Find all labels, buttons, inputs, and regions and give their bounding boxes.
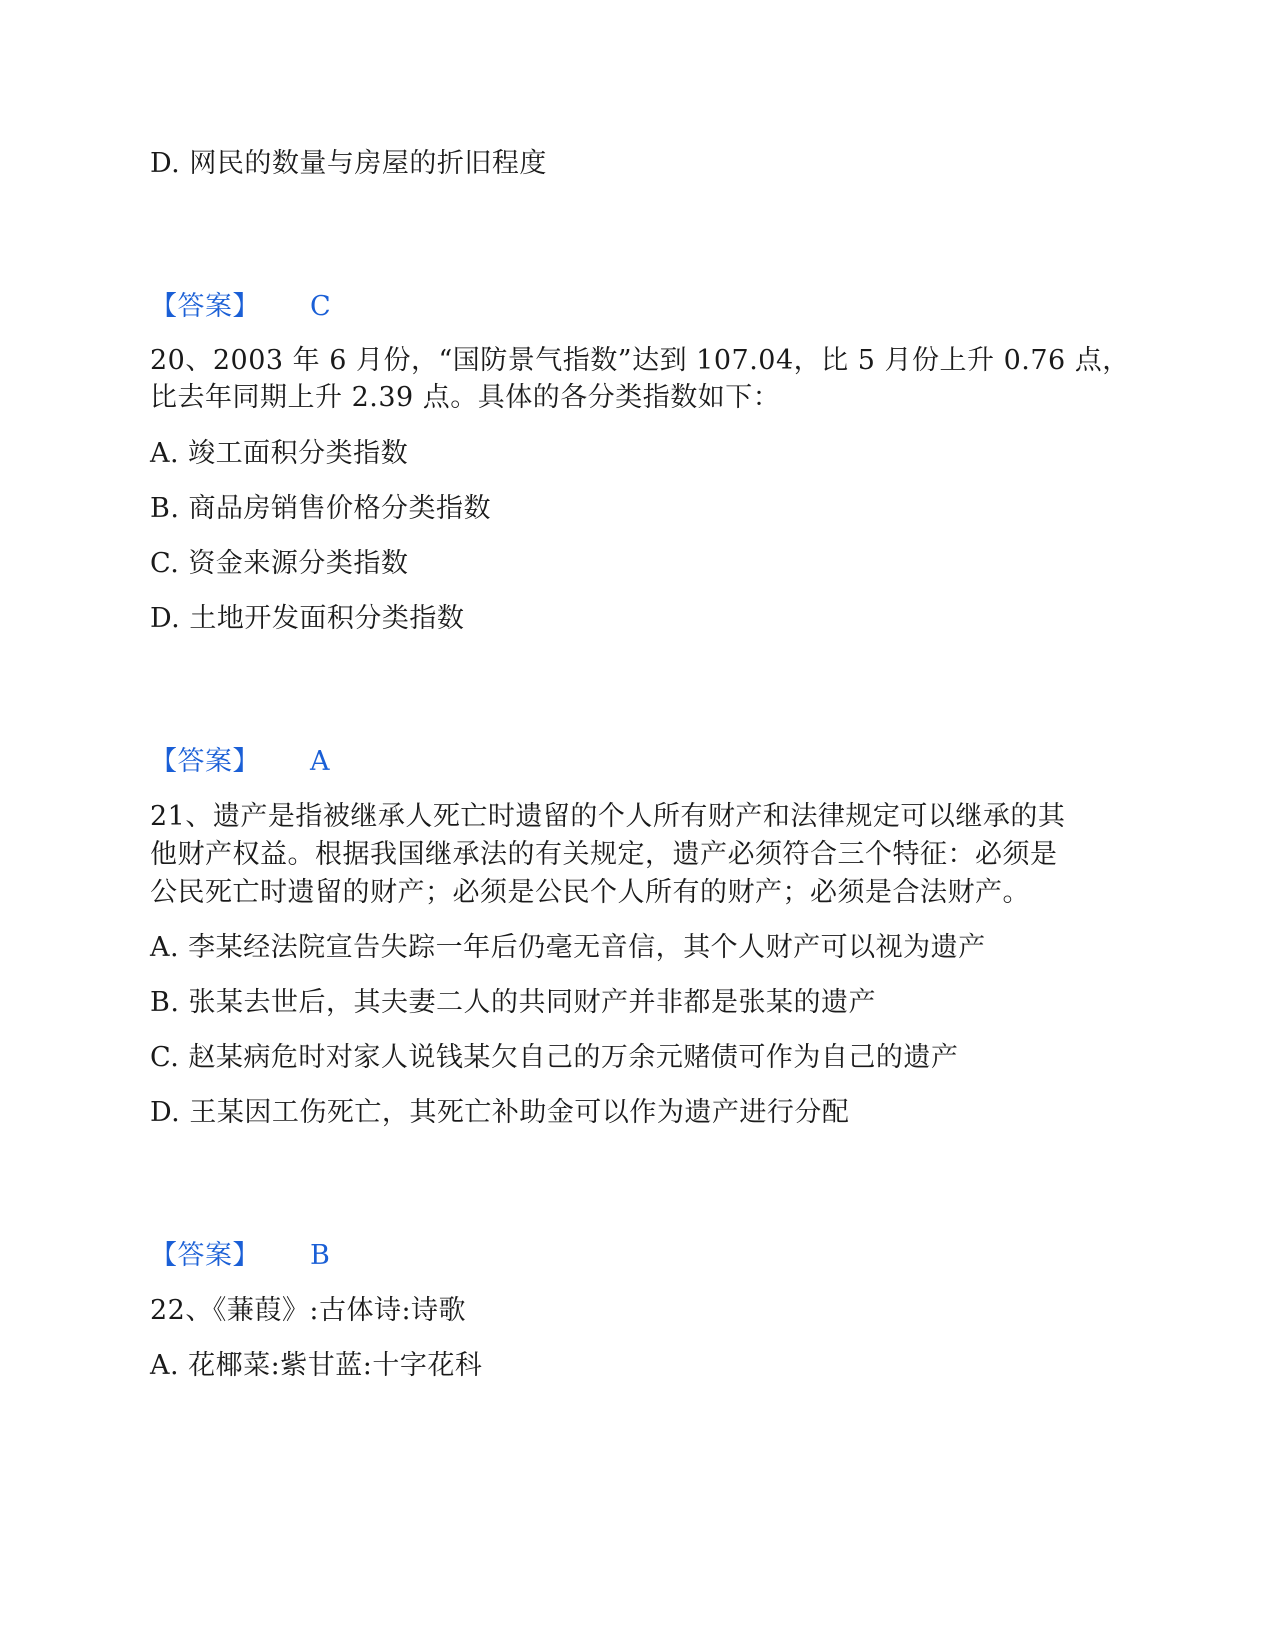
q20-option-a: A. 竣工面积分类指数 xyxy=(150,438,409,469)
answer-value: C xyxy=(310,291,331,322)
answer-label: 【答案】 xyxy=(150,291,260,322)
q20-stem-line2: 比去年同期上升 2.39 点。具体的各分类指数如下： xyxy=(150,382,781,413)
q22-option-a: A. 花椰菜:紫甘蓝:十字花科 xyxy=(150,1350,483,1381)
q20-option-d: D. 土地开发面积分类指数 xyxy=(150,603,465,634)
q21-option-d: D. 王某因工伤死亡，其死亡补助金可以作为遗产进行分配 xyxy=(150,1097,850,1128)
answer-row-3 xyxy=(150,1238,260,1274)
q21-stem-line3: 公民死亡时遗留的财产；必须是公民个人所有的财产；必须是合法财产。 xyxy=(150,877,1030,908)
q21-option-c: C. 赵某病危时对家人说钱某欠自己的万余元赌债可作为自己的遗产 xyxy=(150,1042,959,1073)
q20-option-b: B. 商品房销售价格分类指数 xyxy=(150,493,492,524)
q22-stem: 22、《蒹葭》:古体诗:诗歌 xyxy=(150,1295,467,1326)
q21-stem-line1: 21、遗产是指被继承人死亡时遗留的个人所有财产和法律规定可以继承的其 xyxy=(150,801,1066,832)
q21-option-b: B. 张某去世后，其夫妻二人的共同财产并非都是张某的遗产 xyxy=(150,987,877,1018)
answer-value: A xyxy=(310,746,330,777)
prev-option-d: D. 网民的数量与房屋的折旧程度 xyxy=(150,148,547,179)
answer-label: 【答案】 xyxy=(150,746,260,777)
q21-option-a: A. 李某经法院宣告失踪一年后仍毫无音信，其个人财产可以视为遗产 xyxy=(150,932,986,963)
answer-row-2 xyxy=(150,744,260,780)
answer-label: 【答案】 xyxy=(150,1240,260,1271)
q20-stem-line1: 20、2003 年 6 月份，“国防景气指数”达到 107.04，比 5 月份上升 0.76 点， xyxy=(150,345,1130,376)
q20-option-c: C. 资金来源分类指数 xyxy=(150,548,409,579)
q21-stem-line2: 他财产权益。根据我国继承法的有关规定，遗产必须符合三个特征：必须是 xyxy=(150,839,1058,870)
answer-row-1 xyxy=(150,289,260,325)
answer-value: B xyxy=(310,1240,330,1271)
